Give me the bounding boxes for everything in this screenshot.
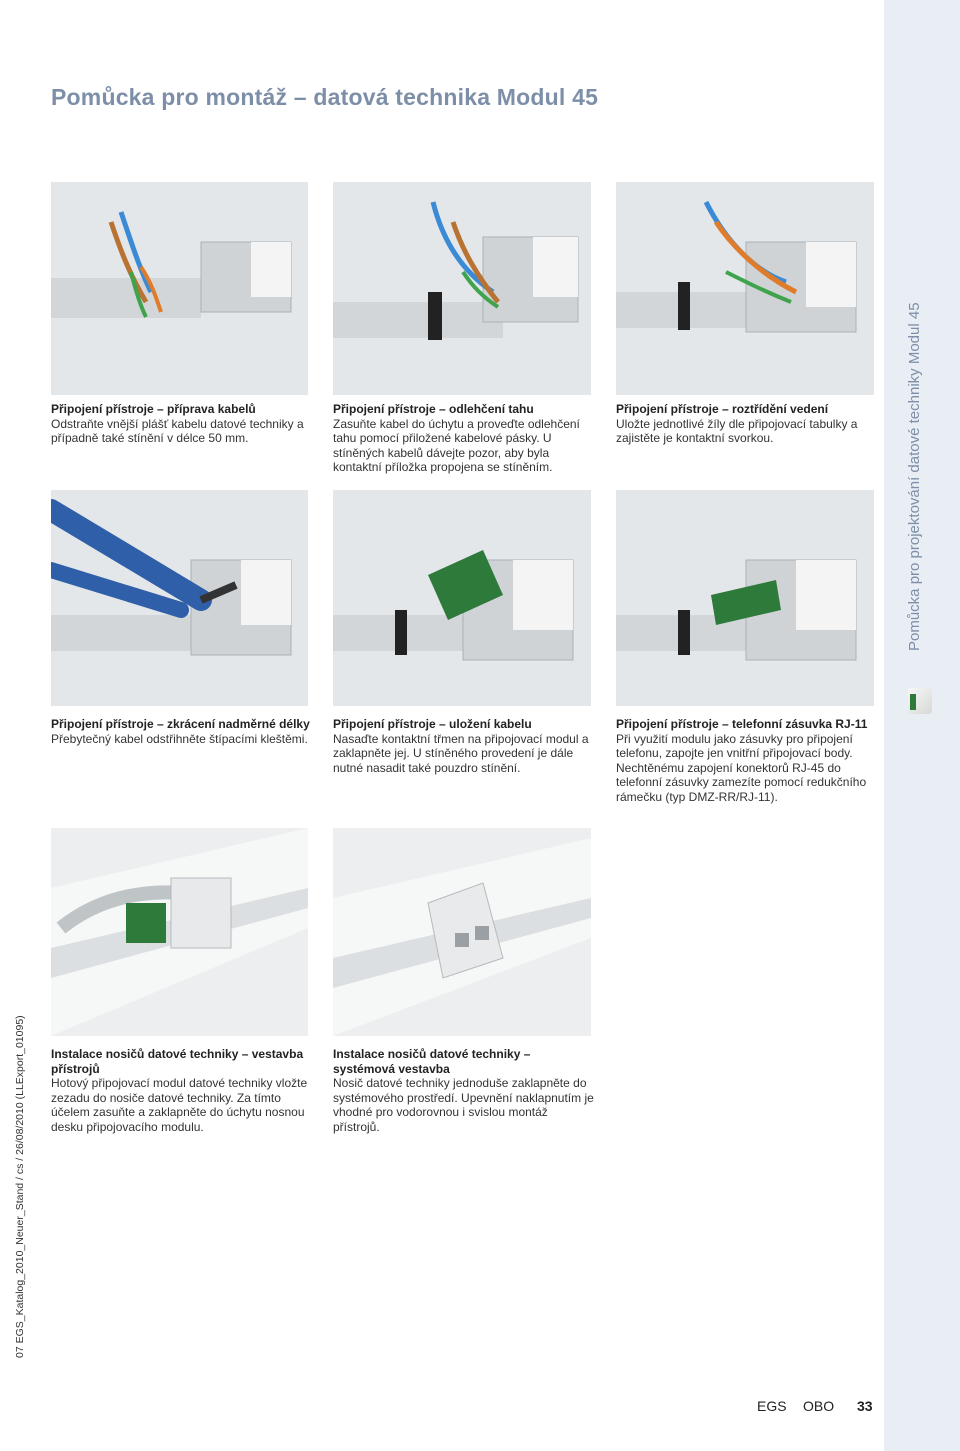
photo-wire-sorting bbox=[616, 182, 874, 395]
connector-photo-icon bbox=[51, 490, 308, 706]
photo-strain-relief bbox=[333, 182, 591, 395]
page-title: Pomůcka pro montáž – datová technika Modul 45 bbox=[51, 84, 599, 110]
footer-brand-obo: OBO bbox=[803, 1398, 835, 1414]
step-body: Přebytečný kabel odstřihněte štípacími kleštěmi. bbox=[51, 731, 308, 746]
connector-photo-icon bbox=[616, 490, 874, 706]
photo-cable-trimming bbox=[51, 490, 308, 706]
step-heading: Připojení přístroje – odlehčení tahu bbox=[333, 402, 534, 416]
step-caption bbox=[333, 402, 595, 475]
sidebar-section-label: Pomůcka pro projektování datové techniky Modul 45 bbox=[906, 302, 923, 651]
connector-photo-icon bbox=[333, 828, 591, 1036]
step-heading: Připojení přístroje – uložení kabelu bbox=[333, 717, 532, 731]
photo-cable-placement bbox=[333, 490, 591, 706]
step-heading: Připojení přístroje – příprava kabelů bbox=[51, 402, 256, 416]
connector-photo-icon bbox=[333, 490, 591, 706]
photo-device-installation bbox=[51, 828, 308, 1036]
obo-tab-icon bbox=[908, 688, 932, 714]
connector-photo-icon bbox=[616, 182, 874, 395]
step-body: Při využití modulu jako zásuvky pro připojení telefonu, zapojte jen vnitřní připojovací body. Nechtěnému zapojení konektorů RJ-45 do telefonní zásuvky zamezíte pomocí redukčního rámečku (typ DMZ-RR/RJ-11). bbox=[616, 731, 867, 804]
step-caption bbox=[333, 717, 595, 775]
footer-brand-egs: EGS bbox=[757, 1398, 787, 1414]
step-heading: Instalace nosičů datové techniky – systémová vestavba bbox=[333, 1047, 531, 1076]
step-heading: Instalace nosičů datové techniky – vestavba přístrojů bbox=[51, 1047, 304, 1076]
connector-photo-icon bbox=[333, 182, 591, 395]
photo-system-installation bbox=[333, 828, 591, 1036]
step-body: Odstraňte vnější plášť kabelu datové techniky a případně také stínění v délce 50 mm. bbox=[51, 416, 304, 446]
step-heading: Připojení přístroje – telefonní zásuvka RJ-11 bbox=[616, 717, 868, 731]
step-body: Nosič datové techniky jednoduše zaklapněte do systémového prostředí. Upevnění naklapnutím je vhodné pro vodorovnou i svislou montáž přístrojů. bbox=[333, 1076, 594, 1134]
connector-photo-icon bbox=[51, 828, 308, 1036]
document-code: 07 EGS_Katalog_2010_Neuer_Stand / cs / 26/08/2010 (LLExport_01095) bbox=[14, 1015, 26, 1358]
step-heading: Připojení přístroje – zkrácení nadměrné délky bbox=[51, 717, 310, 731]
page-number: 33 bbox=[857, 1398, 873, 1414]
step-caption bbox=[51, 402, 313, 446]
step-caption bbox=[333, 1047, 595, 1135]
step-body: Hotový připojovací modul datové techniky vložte zezadu do nosiče datové techniky. Za tímto účelem zasuňte a zaklapněte do úchytu nosnou desku připojovacího modulu. bbox=[51, 1076, 308, 1134]
connector-photo-icon bbox=[51, 182, 308, 395]
step-body: Nasaďte kontaktní třmen na připojovací modul a zaklapněte jej. U stíněného provedení je dále nutné nasadit také pouzdro stínění. bbox=[333, 731, 589, 775]
step-caption bbox=[616, 717, 878, 805]
step-body: Uložte jednotlivé žíly dle připojovací tabulky a zajistěte je kontaktní svorkou. bbox=[616, 416, 858, 446]
step-caption bbox=[51, 717, 313, 746]
step-heading: Připojení přístroje – roztřídění vedení bbox=[616, 402, 829, 416]
step-caption bbox=[51, 1047, 313, 1135]
photo-rj11-socket bbox=[616, 490, 874, 706]
step-caption bbox=[616, 402, 878, 446]
photo-cable-preparation bbox=[51, 182, 308, 395]
step-body: Zasuňte kabel do úchytu a proveďte odlehčení tahu pomocí přiložené kabelové pásky. U stíněných kabelů dávejte pozor, aby byla kontaktní příložka propojena se stíněním. bbox=[333, 416, 580, 475]
